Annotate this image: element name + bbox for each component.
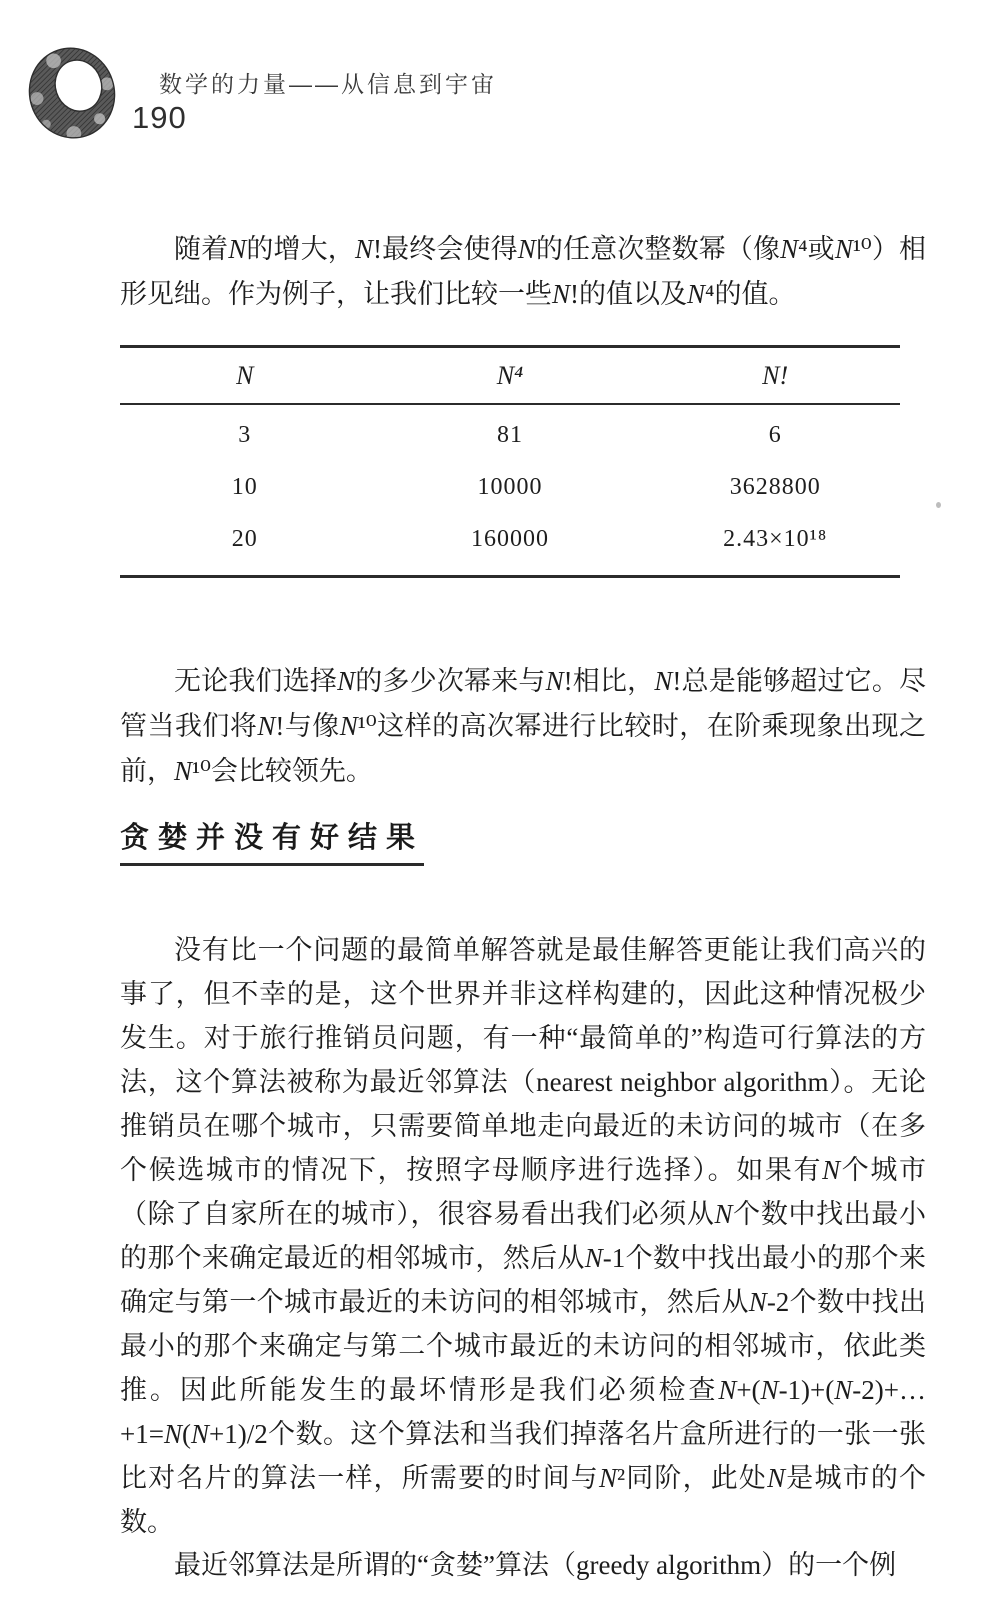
table-row [120,461,900,513]
cell-n: 3 [238,421,252,448]
page-number: 190 [132,100,187,135]
table-row [120,409,900,461]
section-heading-greed: 贪婪并没有好结果 [120,815,424,866]
scan-artifact-dot [936,502,941,508]
table-header-row [120,348,900,405]
cell-n4: 160000 [470,525,549,552]
paragraph-nearest-neighbor: 没有比一个问题的最简单解答就是最佳解答更能让我们高兴的事了，但不幸的是，这个世界并非这样构建的，因此这种情况极少发生。对于旅行推销员问题，有一种“最简单的”构造可行算法的方法，这个算法被称为最近邻算法（nearest neighbor algorithm）。无论推销员在哪个城市，只需要简单地走向最近的未访问的城市（在多个候选城市的情况下，按照字母顺序进行选择）。如果有N个城市（除了自家所在的城市），很容易看出我们必须从N个数中找出最小的那个来确定最近的相邻城市，然后从N-1个数中找出最小的那个来确定与第一个城市最近的未访问的相邻城市，然后从N-2个数中找出最小的那个来确定与第二个城市最近的未访问的相邻城市，依此类推。因此所能发生的最坏情形是我们必须检查N+(N-1)+(N-2)+…+1=N(N+1)/2个数。这个算法和当我们掉落名片盒所进行的一张一张比对名片的算法一样，所需要的时间与N²同阶，此处N是城市的个数。 [120,935,927,1537]
column-header-n: N [236,360,254,390]
cell-n-factorial: 3628800 [729,473,821,500]
table-body [120,405,900,575]
cell-n-factorial: 2.43×10¹⁸ [723,525,828,552]
mobius-ring-logo-icon [26,44,118,142]
column-header-n4: N⁴ [496,360,524,390]
cell-n-factorial: 6 [768,421,782,448]
cell-n4: 10000 [477,473,543,500]
book-title: 数学的力量——从信息到宇宙 [159,71,497,97]
n-power-factorial-table [120,345,900,578]
paragraph-power-comparison: 无论我们选择N的多少次幂来与N!相比，N!总是能够超过它。尽管当我们将N!与像N¹⁰这样的高次幂进行比较时，在阶乘现象出现之前，N¹⁰会比较领先。 [120,666,927,786]
cell-n: 10 [231,473,258,500]
cell-n: 20 [231,525,258,552]
paragraph-greedy-algorithm: 最近邻算法是所谓的“贪婪”算法（greedy algorithm）的一个例 [174,1550,897,1580]
column-header-n-factorial: N! [762,360,789,390]
cell-n4: 81 [496,421,523,448]
paragraph-factorial-intro: 随着N的增大，N!最终会使得N的任意次整数幂（像N⁴或N¹⁰）相形见绌。作为例子，让我们比较一些N!的值以及N⁴的值。 [120,234,927,309]
table-row [120,513,900,565]
